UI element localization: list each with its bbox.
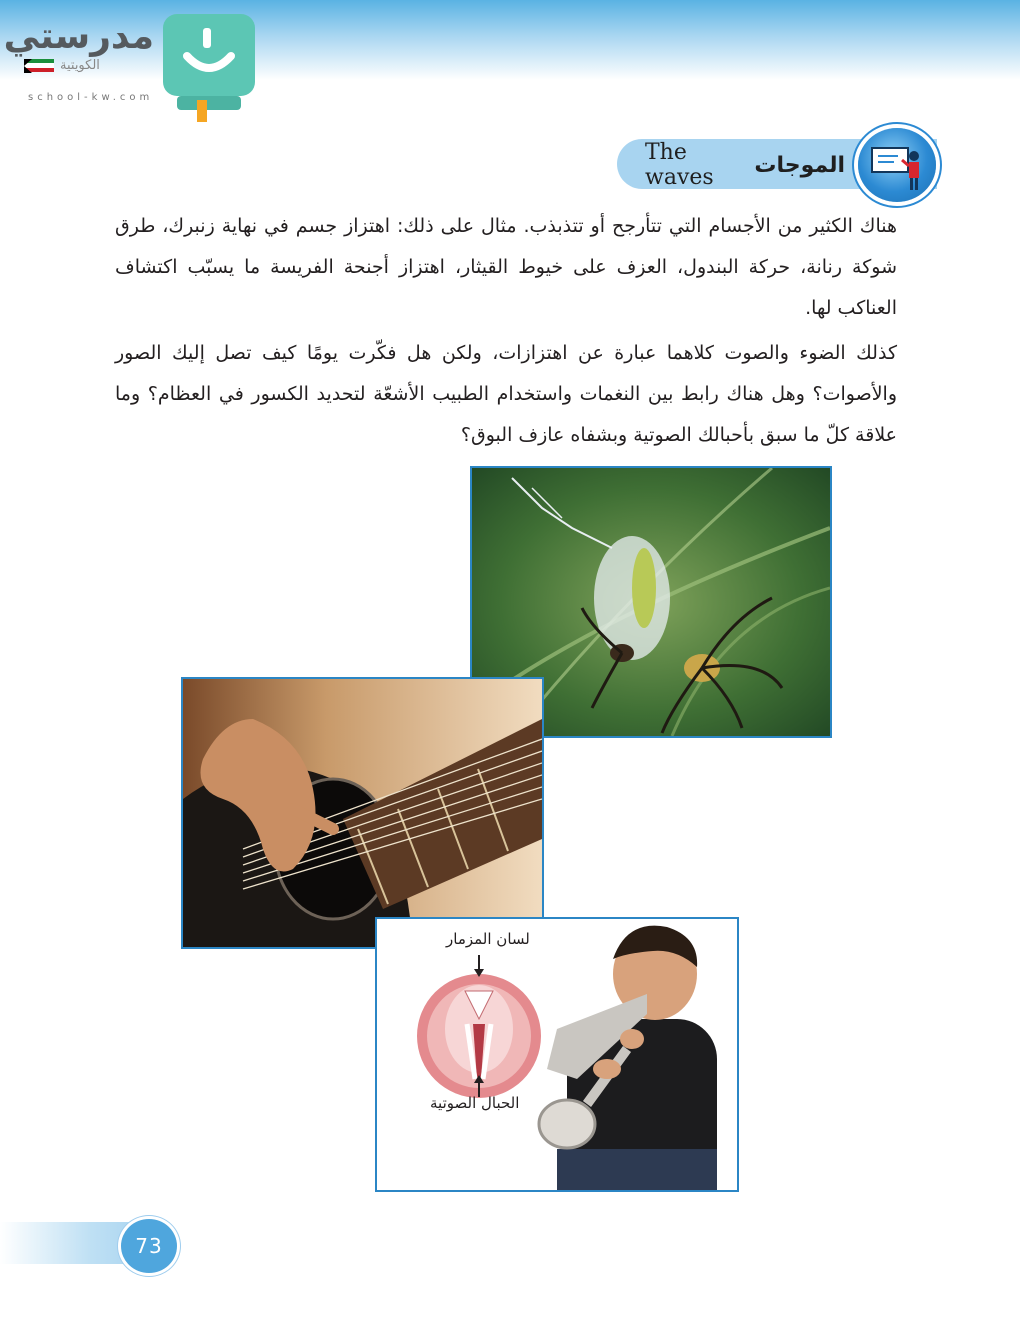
vocal-cords-label: الحبال الصوتية xyxy=(430,1094,520,1112)
section-title xyxy=(645,140,845,190)
site-logo-text[interactable] xyxy=(3,16,154,73)
logo-name: مدرستي xyxy=(3,16,154,57)
epiglottis-label: لسان المزمار xyxy=(446,930,530,948)
section-title-ar: الموجات xyxy=(754,152,845,178)
logo-url: school-kw.com xyxy=(28,92,154,103)
guitar-photo xyxy=(181,677,544,949)
logo-book-icon[interactable] xyxy=(163,14,255,122)
intro-paragraph: هناك الكثير من الأجسام التي تتأرجح أو تتذبذب. مثال على ذلك: اهتزاز جسم في نهاية زنبرك، طرق شوكة رنانة، حركة البندول، العزف على خيوط القيثار، اهتزاز أجنحة الفريسة ما يسبّب اكتشاف العناكب لها. xyxy=(115,215,897,319)
page-number xyxy=(118,1216,180,1276)
question-paragraph: كذلك الضوء والصوت كلاهما عبارة عن اهتزازات، ولكن هل فكّرت يومًا كيف تصل إليك الصور والأصوات؟ وهل هناك رابط بين النغمات واستخدام الطبيب الأشعّة لتحديد الكسور في العظام؟ وما علاقة كلّ ما سبق بأحبالك الصوتية وبشفاه عازف البوق؟ xyxy=(115,342,897,446)
kuwait-flag-icon xyxy=(24,59,54,73)
teacher-board-icon xyxy=(858,128,936,202)
section-title-en: The waves xyxy=(645,140,714,190)
page-number-text: 73 xyxy=(135,1234,163,1258)
trumpet-vocal-cords-figure xyxy=(375,917,739,1192)
logo-subtitle: الكويتية xyxy=(60,58,100,73)
logo-subtitle-row xyxy=(24,58,154,73)
